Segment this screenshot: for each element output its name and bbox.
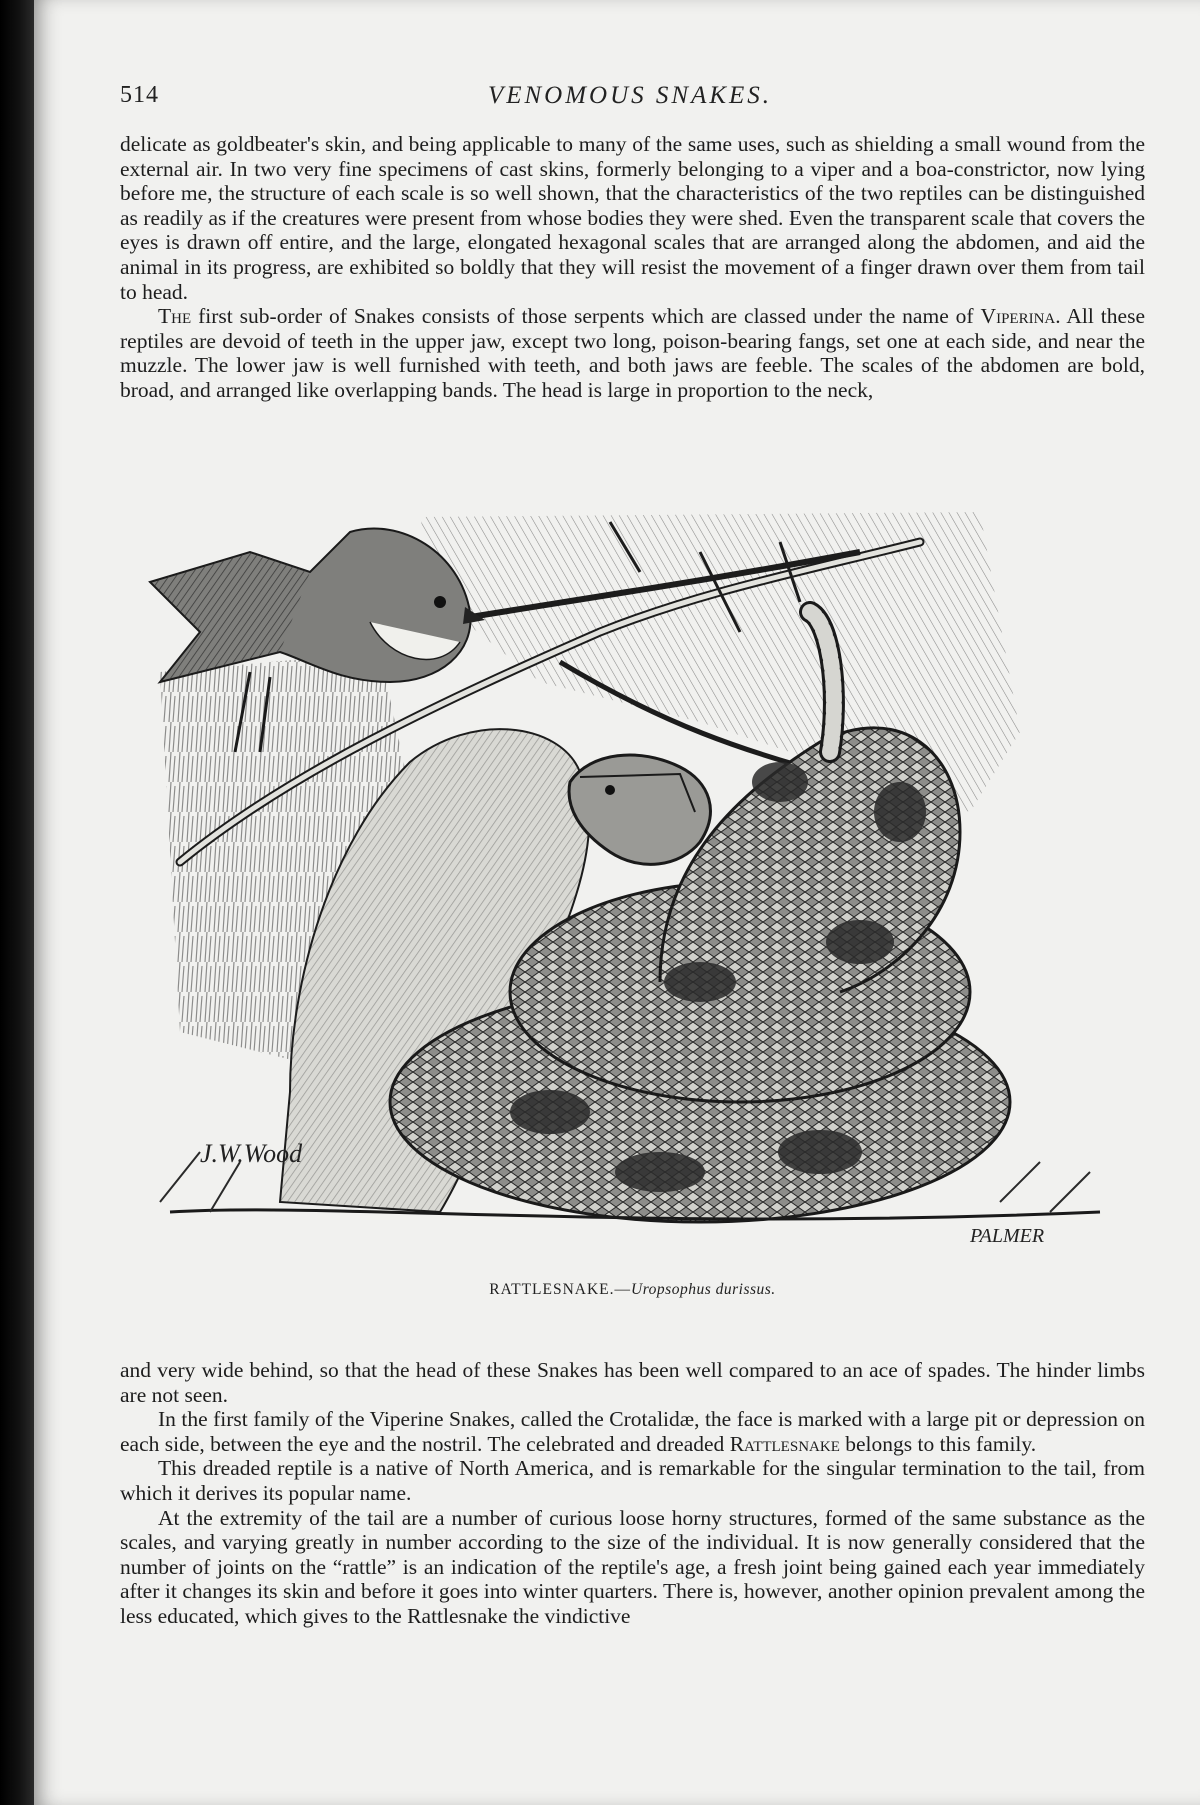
paragraph: At the extremity of the tail are a number of curious loose horny structures, formed of the same substance as the scales, and varying greatly in number according to the size of the individual. It is now generally considered that the number of joints on the “rattle” is an indication of the reptile's age, a fresh joint being gained each year immediately after it changes its skin and before it goes into winter quarters. There is, however, another opinion prevalent among the less educated, which gives to the Rattlesnake the vindictive: [120, 1505, 1145, 1628]
text-block-top: [120, 132, 1145, 403]
artist-signature: J.W.Wood: [200, 1139, 303, 1168]
paragraph: delicate as goldbeater's skin, and being applicable to many of the same uses, such as shielding a small wound from the external air. In two very fine specimens of cast skins, formerly belonging to a viper and a boa-constrictor, now lying before me, the structure of each scale is so well shown, that the characteristics of the two reptiles can be distinguished as readily as if the creatures were present from whose bodies they were shed. Even the transparent scale that covers the eyes is drawn off entire, and the large, elongated hexagonal scales that are arranged along the abdomen, and aid the animal in its progress, are exhibited so boldly that they will resist the movement of a finger drawn over them from tail to head.: [120, 132, 1145, 304]
lead-word: The: [158, 304, 192, 329]
running-header: [120, 82, 1140, 114]
figure-caption: [120, 1281, 1145, 1299]
page-number: 514: [120, 82, 159, 108]
text-block-bottom: [120, 1358, 1145, 1629]
caption-name: RATTLESNAKE.—: [489, 1281, 632, 1298]
paragraph: and very wide behind, so that the head of these Snakes has been well compared to an ace of spades. The hinder limbs are not seen.: [120, 1358, 1145, 1407]
term-viperina: Viperina: [980, 304, 1056, 329]
paragraph: The first sub-order of Snakes consists of those serpents which are classed under the name of Viperina. All these reptiles are devoid of teeth in the upper jaw, except two long, poison-bearing fangs, set one at each side, and near the muzzle. The lower jaw is well furnished with teeth, and both jaws are feeble. The scales of the abdomen are bold, broad, and arranged like overlapping bands. The head is large in proportion to the neck,: [120, 304, 1145, 402]
paragraph: In the first family of the Viperine Snakes, called the Crotalidæ, the face is marked with a large pit or depression on each side, between the eye and the nostril. The celebrated and dreaded Rattlesnake belongs to this family.: [120, 1407, 1145, 1456]
running-title: VENOMOUS SNAKES.: [487, 82, 773, 109]
caption-latin-name: Uropsophus durissus.: [631, 1281, 776, 1298]
paragraph: This dreaded reptile is a native of North America, and is remarkable for the singular termination to the tail, from which it derives its popular name.: [120, 1456, 1145, 1505]
rattlesnake-illustration: [140, 512, 1130, 1252]
engraving-illustration: [140, 512, 1130, 1252]
book-binding-edge: [0, 0, 34, 1805]
term-rattlesnake: Rattlesnake: [729, 1431, 840, 1456]
engraver-signature: PALMER: [970, 1225, 1045, 1247]
